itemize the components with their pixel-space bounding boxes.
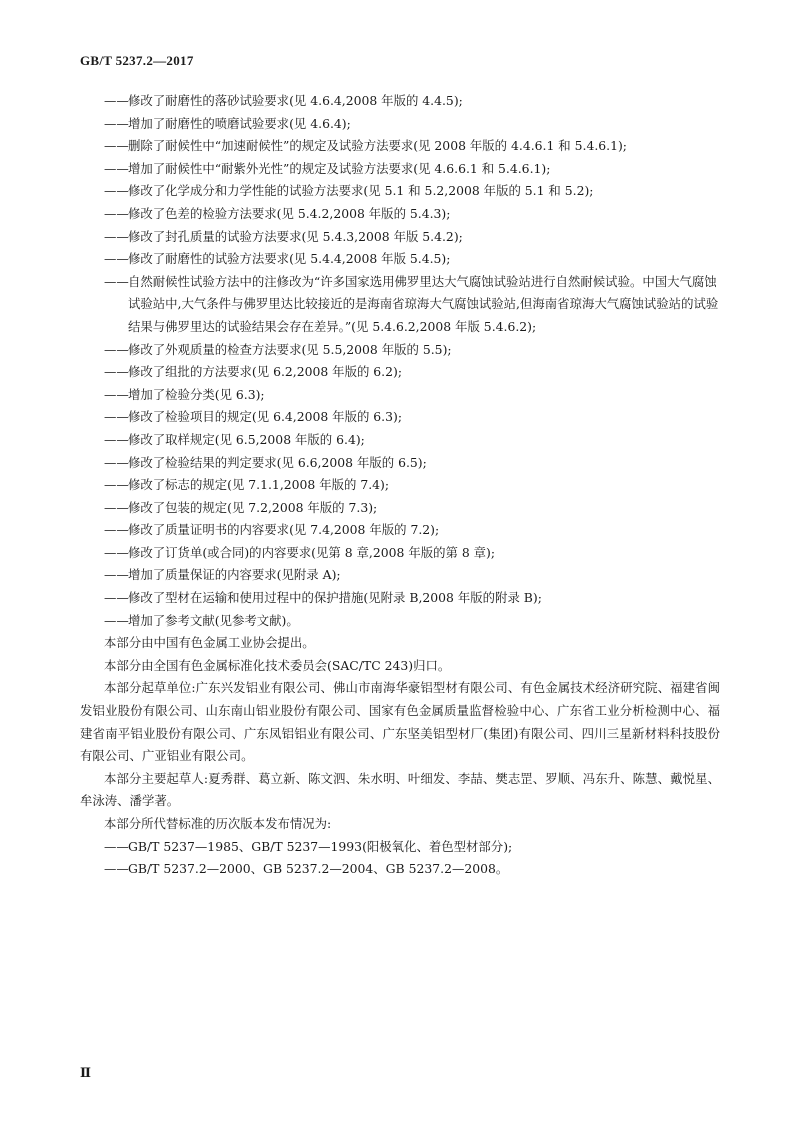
change-item — [80, 90, 720, 113]
dash-mark: —— — [104, 544, 129, 560]
change-text: 修改了包装的规定(见 7.2,2008 年版的 7.3); — [128, 499, 378, 515]
change-item — [80, 158, 720, 181]
change-item — [80, 474, 720, 497]
proposer-paragraph: 本部分由中国有色金属工业协会提出。 — [104, 635, 315, 651]
change-item — [80, 564, 720, 587]
change-text: 修改了耐磨性的落砂试验要求(见 4.6.4,2008 年版的 4.4.5); — [128, 93, 463, 108]
dash-mark: —— — [104, 612, 129, 628]
history-list — [80, 836, 720, 881]
change-item — [80, 406, 720, 429]
dash-mark: —— — [104, 228, 129, 244]
dash-mark: —— — [104, 273, 129, 289]
dash-mark: —— — [104, 522, 129, 538]
change-text: 增加了耐候性中“耐紫外光性”的规定及试验方法要求(见 4.6.6.1 和 5.4.6.1); — [128, 160, 551, 176]
change-text: 修改了耐磨性的试验方法要求(见 5.4.4,2008 年版 5.4.5); — [128, 251, 451, 267]
change-item — [80, 384, 720, 407]
change-item — [80, 339, 720, 362]
history-item — [80, 858, 720, 881]
change-item — [80, 542, 720, 565]
history-text: GB/T 5237.2—2000、GB 5237.2—2004、GB 5237.2—2008。 — [128, 861, 509, 877]
dash-mark: —— — [104, 138, 129, 154]
dash-mark: —— — [104, 567, 129, 583]
dash-mark: —— — [104, 590, 129, 606]
change-text: 自然耐候性试验方法中的注修改为“许多国家选用佛罗里达大气腐蚀试验站进行自然耐候试验。中国大气腐蚀试验站中,大气条件与佛罗里达比较接近的是海南省琼海大气腐蚀试验站,但海南省琼海大气腐蚀试验站的试验结果与佛罗里达的试验结果会存在差异。”(见 5.4.6.2,2008 年版 5.4.6.2); — [128, 273, 719, 334]
dash-mark: —— — [104, 477, 129, 493]
change-item — [80, 180, 720, 203]
standard-code-header: GB/T 5237.2—2017 — [80, 53, 194, 68]
change-item — [80, 610, 720, 633]
dash-mark: —— — [104, 251, 129, 267]
change-item — [80, 429, 720, 452]
change-text: 增加了检验分类(见 6.3); — [128, 386, 265, 402]
dash-mark: —— — [104, 861, 129, 877]
dash-mark: —— — [104, 499, 129, 515]
history-intro-paragraph: 本部分所代替标准的历次版本发布情况为: — [104, 816, 332, 831]
change-text: 修改了订货单(或合同)的内容要求(见第 8 章,2008 年版的第 8 章); — [128, 544, 496, 560]
changes-list — [80, 90, 720, 632]
change-item — [80, 135, 720, 158]
dash-mark: —— — [104, 160, 129, 176]
change-text: 修改了外观质量的检查方法要求(见 5.5,2008 年版的 5.5); — [128, 341, 452, 357]
dash-mark: —— — [104, 341, 129, 357]
change-text: 增加了质量保证的内容要求(见附录 A); — [128, 567, 341, 583]
dash-mark: —— — [104, 93, 129, 108]
change-item — [80, 519, 720, 542]
change-text: 修改了检验项目的规定(见 6.4,2008 年版的 6.3); — [128, 409, 403, 425]
change-item — [80, 587, 720, 610]
change-item — [80, 361, 720, 384]
change-item — [80, 452, 720, 475]
change-text: 修改了色差的检验方法要求(见 5.4.2,2008 年版的 5.4.3); — [128, 205, 451, 221]
change-text: 增加了参考文献(见参考文献)。 — [128, 612, 299, 628]
change-item — [80, 497, 720, 520]
change-text: 修改了质量证明书的内容要求(见 7.4,2008 年版的 7.2); — [128, 522, 440, 538]
change-text: 修改了封孔质量的试验方法要求(见 5.4.3,2008 年版 5.4.2); — [128, 228, 463, 244]
dash-mark: —— — [104, 183, 129, 199]
dash-mark: —— — [104, 115, 129, 131]
change-text: 修改了化学成分和力学性能的试验方法要求(见 5.1 和 5.2,2008 年版的 5.1 和 5.2); — [128, 183, 594, 199]
history-text: GB/T 5237—1985、GB/T 5237—1993(阳极氧化、着色型材部分); — [128, 838, 513, 854]
dash-mark: —— — [104, 431, 129, 447]
history-item — [80, 836, 720, 859]
dash-mark: —— — [104, 364, 129, 380]
change-item — [80, 271, 720, 339]
change-text: 修改了标志的规定(见 7.1.1,2008 年版的 7.4); — [128, 477, 390, 493]
change-text: 删除了耐候性中“加速耐候性”的规定及试验方法要求(见 2008 年版的 4.4.6.1 和 5.4.6.1); — [128, 138, 627, 154]
change-item — [80, 203, 720, 226]
page-number: Ⅱ — [80, 1065, 91, 1080]
dash-mark: —— — [104, 205, 129, 221]
change-item — [80, 226, 720, 249]
change-item — [80, 248, 720, 271]
dash-mark: —— — [104, 386, 129, 402]
change-text: 修改了组批的方法要求(见 6.2,2008 年版的 6.2); — [128, 364, 403, 380]
dash-mark: —— — [104, 838, 129, 854]
change-text: 修改了型材在运输和使用过程中的保护措施(见附录 B,2008 年版的附录 B); — [128, 590, 542, 606]
responsible-committee-paragraph: 本部分由全国有色金属标准化技术委员会(SAC/TC 243)归口。 — [104, 657, 451, 673]
drafters-paragraph: 本部分主要起草人:夏秀群、葛立新、陈文泗、朱水明、叶细发、李喆、樊志罡、罗顺、冯东升、陈慧、戴悦星、牟泳涛、潘学著。 — [80, 770, 720, 809]
change-text: 修改了检验结果的判定要求(见 6.6,2008 年版的 6.5); — [128, 454, 427, 470]
drafting-units-paragraph: 本部分起草单位:广东兴发铝业有限公司、佛山市南海华豪铝型材有限公司、有色金属技术经济研究院、福建省闽发铝业股份有限公司、山东南山铝业股份有限公司、国家有色金属质量监督检验中心、广东省工业分析检测中心、福建省南平铝业股份有限公司、广东凤铝铝业有限公司、广东坚美铝型材厂(集团)有限公司、四川三星新材料科技股份有限公司、广亚铝业有限公司。 — [80, 680, 720, 764]
dash-mark: —— — [104, 454, 129, 470]
foreword-body — [80, 90, 720, 881]
change-text: 增加了耐磨性的喷磨试验要求(见 4.6.4); — [128, 115, 351, 131]
dash-mark: —— — [104, 409, 129, 425]
change-item — [80, 113, 720, 136]
change-text: 修改了取样规定(见 6.5,2008 年版的 6.4); — [128, 431, 365, 447]
